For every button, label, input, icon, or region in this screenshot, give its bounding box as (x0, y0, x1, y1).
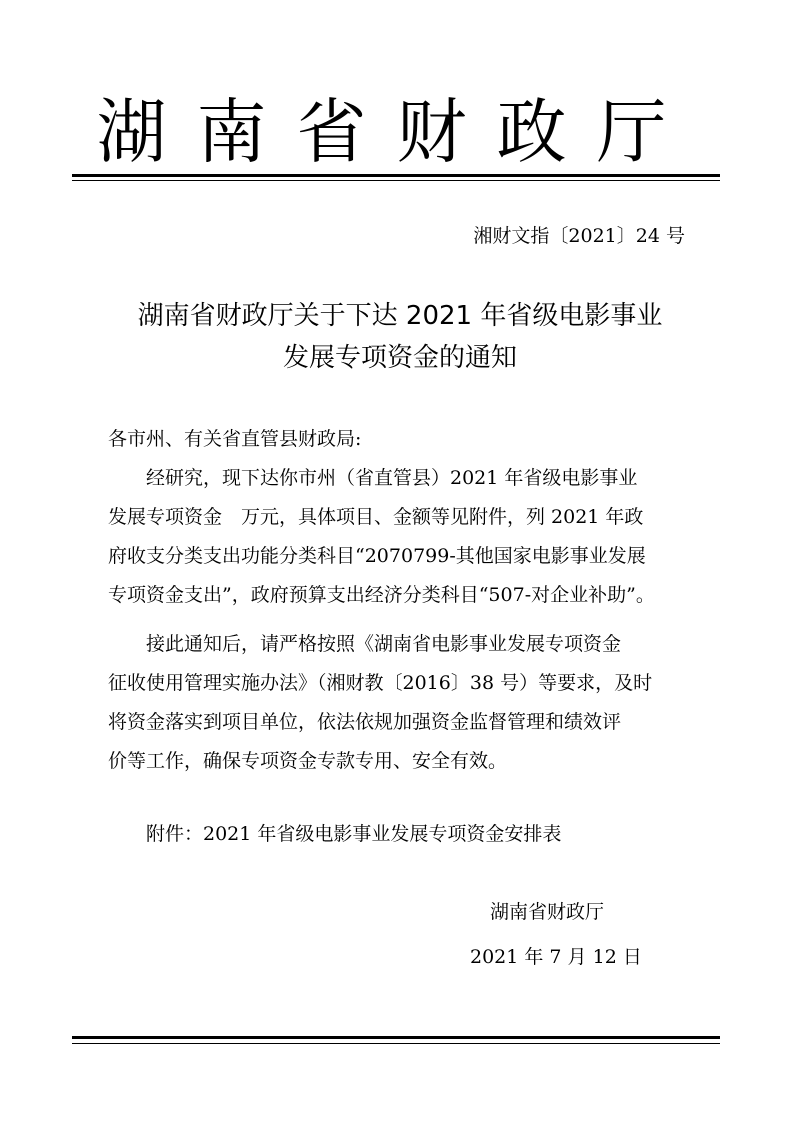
masthead-rule-thick (72, 174, 720, 177)
masthead-title: 湖南省财政厅 (96, 91, 697, 173)
paragraph-2-line-4: 价等工作，确保专项资金专款专用、安全有效。 (108, 750, 508, 772)
paragraph-1-line-1: 经研究，现下达你市州（省直管县）2021 年省级电影事业 (146, 467, 638, 489)
paragraph-2-line-2: 征收使用管理实施办法》（湘财教〔2016〕38 号）等要求，及时 (108, 672, 653, 694)
salutation: 各市州、有关省直管县财政局: (108, 428, 362, 450)
paragraph-1-line-2: 发展专项资金 万元，具体项目、金额等见附件，列 2021 年政 (108, 506, 644, 528)
paragraph-1-line-3: 府收支分类支出功能分类科目“2070799-其他国家电影事业发展 (108, 545, 646, 567)
notice-title-line-2: 发展专项资金的通知 (282, 343, 517, 373)
paragraph-2-line-3: 将资金落实到项目单位，依法依规加强资金监督管理和绩效评 (108, 711, 622, 733)
masthead-rule-thin (72, 180, 720, 181)
paragraph-1-line-4: 专项资金支出”，政府预算支出经济分类科目“507-对企业补助”。 (108, 584, 655, 606)
paragraph-2-line-1: 接此通知后，请严格按照《湖南省电影事业发展专项资金 (146, 633, 622, 655)
attachment-note: 附件：2021 年省级电影事业发展专项资金安排表 (146, 823, 562, 845)
notice-title (80, 295, 720, 379)
footer-rule-thick (72, 1036, 720, 1039)
paragraph-1 (108, 459, 688, 615)
document-number: 湘财文指〔2021〕24 号 (473, 225, 685, 247)
footer-rule-thin (72, 1043, 720, 1044)
notice-title-line-1: 湖南省财政厅关于下达 2021 年省级电影事业 (137, 301, 663, 331)
paragraph-2 (108, 625, 688, 781)
issuer-signature: 湖南省财政厅 (490, 901, 605, 923)
issue-date: 2021 年 7 月 12 日 (470, 946, 642, 968)
